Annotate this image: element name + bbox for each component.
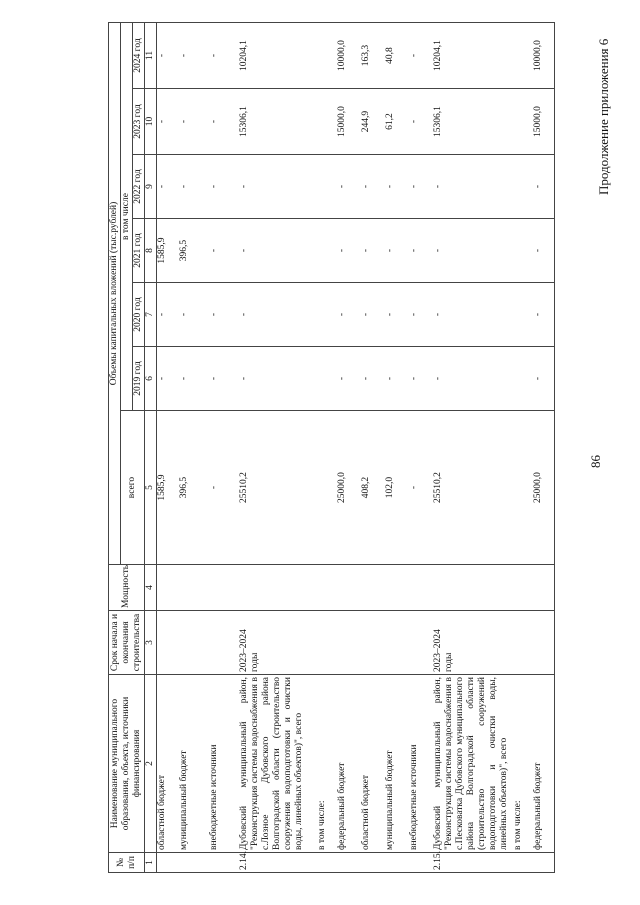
year-value-cell: - — [209, 155, 239, 219]
row-term-cell — [385, 611, 409, 675]
table-row — [533, 23, 555, 873]
row-number-cell — [361, 853, 385, 873]
row-number-cell — [409, 853, 433, 873]
row-term-cell — [337, 611, 361, 675]
row-power-cell — [337, 565, 361, 611]
row-power-cell — [433, 565, 513, 611]
row-power-cell — [513, 565, 533, 611]
row-number-cell: 2.14. — [239, 853, 317, 873]
table-row — [239, 23, 317, 873]
table-row — [209, 23, 239, 873]
year-value-cell: 10204,1 — [239, 23, 317, 89]
year-value-cell: - — [337, 283, 361, 347]
row-power-cell — [385, 565, 409, 611]
row-term-cell: 2023–2024 годы — [239, 611, 317, 675]
row-number-cell — [179, 853, 209, 873]
table-row — [337, 23, 361, 873]
row-name-cell: Дубовский муниципальный район, "Реконструкция системы водоснабжения в с.Лозное Дубовского района Волгоградской области (строительство сооружения водоподготовки и очистки воды, линейных объектов)", всего — [239, 675, 317, 853]
column-number: 5 — [145, 411, 157, 565]
year-value-cell — [513, 347, 533, 411]
year-value-cell: - — [209, 347, 239, 411]
year-value-cell — [317, 23, 337, 89]
year-value-cell: 244,9 — [361, 89, 385, 155]
row-number-cell — [513, 853, 533, 873]
row-term-cell — [317, 611, 337, 675]
total-value-cell: 25000,0 — [337, 411, 361, 565]
row-term-cell: 2023–2024 годы — [433, 611, 513, 675]
total-value-cell: 25510,2 — [239, 411, 317, 565]
year-value-cell — [513, 23, 533, 89]
row-name-cell: в том числе: — [513, 675, 533, 853]
year-value-cell: - — [179, 23, 209, 89]
year-value-cell: - — [179, 89, 209, 155]
row-power-cell — [409, 565, 433, 611]
row-number-cell: 2.15. — [433, 853, 513, 873]
year-value-cell: - — [409, 23, 433, 89]
year-value-cell: - — [409, 219, 433, 283]
year-value-cell: 15306,1 — [239, 89, 317, 155]
year-value-cell: - — [337, 219, 361, 283]
year-value-cell: 15306,1 — [433, 89, 513, 155]
row-term-cell — [209, 611, 239, 675]
page-number: 86 — [588, 455, 603, 468]
total-value-cell: 102,0 — [385, 411, 409, 565]
year-value-cell: - — [157, 283, 179, 347]
year-value-cell: - — [157, 23, 179, 89]
year-value-cell: 10000,0 — [337, 23, 361, 89]
year-value-cell: 61,2 — [385, 89, 409, 155]
row-term-cell — [361, 611, 385, 675]
row-number-cell — [385, 853, 409, 873]
year-value-cell: - — [179, 155, 209, 219]
year-value-cell: - — [533, 347, 555, 411]
year-value-cell: - — [337, 347, 361, 411]
year-value-cell — [513, 219, 533, 283]
row-name-cell: внебюджетные источники — [209, 675, 239, 853]
year-value-cell: - — [209, 219, 239, 283]
header-year: 2020 год — [133, 283, 145, 347]
header-power: Мощность — [109, 565, 145, 611]
year-value-cell: - — [209, 89, 239, 155]
header-year: 2022 год — [133, 155, 145, 219]
table-row — [361, 23, 385, 873]
row-name-cell: федеральный бюджет — [533, 675, 555, 853]
year-value-cell: - — [385, 219, 409, 283]
row-power-cell — [179, 565, 209, 611]
column-number: 7 — [145, 283, 157, 347]
row-power-cell — [533, 565, 555, 611]
year-value-cell: - — [433, 347, 513, 411]
row-power-cell — [209, 565, 239, 611]
row-power-cell — [361, 565, 385, 611]
year-value-cell: - — [239, 155, 317, 219]
column-number: 4 — [145, 565, 157, 611]
row-name-cell: в том числе: — [317, 675, 337, 853]
year-value-cell: - — [533, 155, 555, 219]
header-volumes: Объемы капитальных вложений (тыс.рублей) — [109, 23, 121, 565]
year-value-cell: 15000,0 — [533, 89, 555, 155]
year-value-cell: - — [209, 23, 239, 89]
year-value-cell — [317, 219, 337, 283]
year-value-cell: - — [361, 219, 385, 283]
total-value-cell: 396,5 — [179, 411, 209, 565]
year-value-cell: 163,3 — [361, 23, 385, 89]
year-value-cell: - — [385, 347, 409, 411]
table-body — [157, 23, 555, 873]
row-number-cell — [317, 853, 337, 873]
year-value-cell: 396,5 — [179, 219, 209, 283]
year-value-cell: - — [157, 155, 179, 219]
capital-investment-table — [108, 22, 555, 873]
row-term-cell — [409, 611, 433, 675]
total-value-cell: - — [409, 411, 433, 565]
total-value-cell: - — [209, 411, 239, 565]
column-number: 10 — [145, 89, 157, 155]
row-power-cell — [239, 565, 317, 611]
row-term-cell — [157, 611, 179, 675]
row-number-cell — [337, 853, 361, 873]
table-row — [385, 23, 409, 873]
year-value-cell — [513, 283, 533, 347]
total-value-cell: 25510,2 — [433, 411, 513, 565]
total-value-cell — [513, 411, 533, 565]
year-value-cell: - — [385, 155, 409, 219]
year-value-cell: - — [361, 283, 385, 347]
column-number: 3 — [145, 611, 157, 675]
row-name-cell: областной бюджет — [361, 675, 385, 853]
year-value-cell — [317, 155, 337, 219]
table-row — [513, 23, 533, 873]
year-value-cell — [317, 347, 337, 411]
row-name-cell: муниципальный бюджет — [179, 675, 209, 853]
year-value-cell: 15000,0 — [337, 89, 361, 155]
row-term-cell — [533, 611, 555, 675]
table-row — [433, 23, 513, 873]
year-value-cell: - — [385, 283, 409, 347]
year-value-cell: - — [157, 89, 179, 155]
year-value-cell: 1585,9 — [157, 219, 179, 283]
header-year: 2024 год — [133, 23, 145, 89]
header-year: 2021 год — [133, 219, 145, 283]
column-number: 2 — [145, 675, 157, 853]
total-value-cell: 408,2 — [361, 411, 385, 565]
row-power-cell — [157, 565, 179, 611]
header-incl: в том числе — [121, 23, 133, 411]
year-value-cell: - — [239, 347, 317, 411]
year-value-cell — [513, 155, 533, 219]
header-term: Срок начала и окончания строительства — [109, 611, 145, 675]
year-value-cell: 10000,0 — [533, 23, 555, 89]
row-term-cell — [513, 611, 533, 675]
year-value-cell: 40,8 — [385, 23, 409, 89]
row-power-cell — [317, 565, 337, 611]
year-value-cell: - — [157, 347, 179, 411]
year-value-cell: - — [361, 155, 385, 219]
year-value-cell: - — [409, 347, 433, 411]
year-value-cell — [317, 89, 337, 155]
year-value-cell: - — [337, 155, 361, 219]
year-value-cell: - — [409, 89, 433, 155]
year-value-cell — [513, 89, 533, 155]
row-name-cell: муниципальный бюджет — [385, 675, 409, 853]
row-number-cell — [533, 853, 555, 873]
header-year: 2023 год — [133, 89, 145, 155]
header-year: 2019 год — [133, 347, 145, 411]
row-number-cell — [157, 853, 179, 873]
column-number: 1 — [145, 853, 157, 873]
column-number: 9 — [145, 155, 157, 219]
year-value-cell: - — [533, 219, 555, 283]
column-number: 6 — [145, 347, 157, 411]
year-value-cell: - — [209, 283, 239, 347]
continuation-caption: Продолжение приложения 6 — [596, 38, 611, 195]
column-number: 11 — [145, 23, 157, 89]
column-number: 8 — [145, 219, 157, 283]
total-value-cell: 25000,0 — [533, 411, 555, 565]
year-value-cell: - — [409, 155, 433, 219]
year-value-cell: - — [361, 347, 385, 411]
header-total: всего — [121, 411, 145, 565]
year-value-cell: - — [533, 283, 555, 347]
row-term-cell — [179, 611, 209, 675]
row-number-cell — [209, 853, 239, 873]
year-value-cell: - — [433, 155, 513, 219]
year-value-cell: - — [179, 347, 209, 411]
row-name-cell: областной бюджет — [157, 675, 179, 853]
table-row — [157, 23, 179, 873]
year-value-cell — [317, 283, 337, 347]
total-value-cell: 1585,9 — [157, 411, 179, 565]
table-row — [317, 23, 337, 873]
year-value-cell: - — [433, 219, 513, 283]
year-value-cell: - — [433, 283, 513, 347]
table-row — [179, 23, 209, 873]
year-value-cell: 10204,1 — [433, 23, 513, 89]
row-name-cell: Дубовский муниципальный район, "Реконструкция системы водоснабжения в с.Песковатка Дубовского муниципального района Волгоградской области (строительство сооружений водоподготовки и очистки воды, линейных объектов)", всего — [433, 675, 513, 853]
row-name-cell: федеральный бюджет — [337, 675, 361, 853]
year-value-cell: - — [179, 283, 209, 347]
year-value-cell: - — [239, 219, 317, 283]
year-value-cell: - — [239, 283, 317, 347]
row-name-cell: внебюджетные источники — [409, 675, 433, 853]
total-value-cell — [317, 411, 337, 565]
header-name: Наименование муниципального образования, объекта, источники финансирования — [109, 675, 145, 853]
year-value-cell: - — [409, 283, 433, 347]
header-no: № п/п — [109, 853, 145, 873]
table-row — [409, 23, 433, 873]
